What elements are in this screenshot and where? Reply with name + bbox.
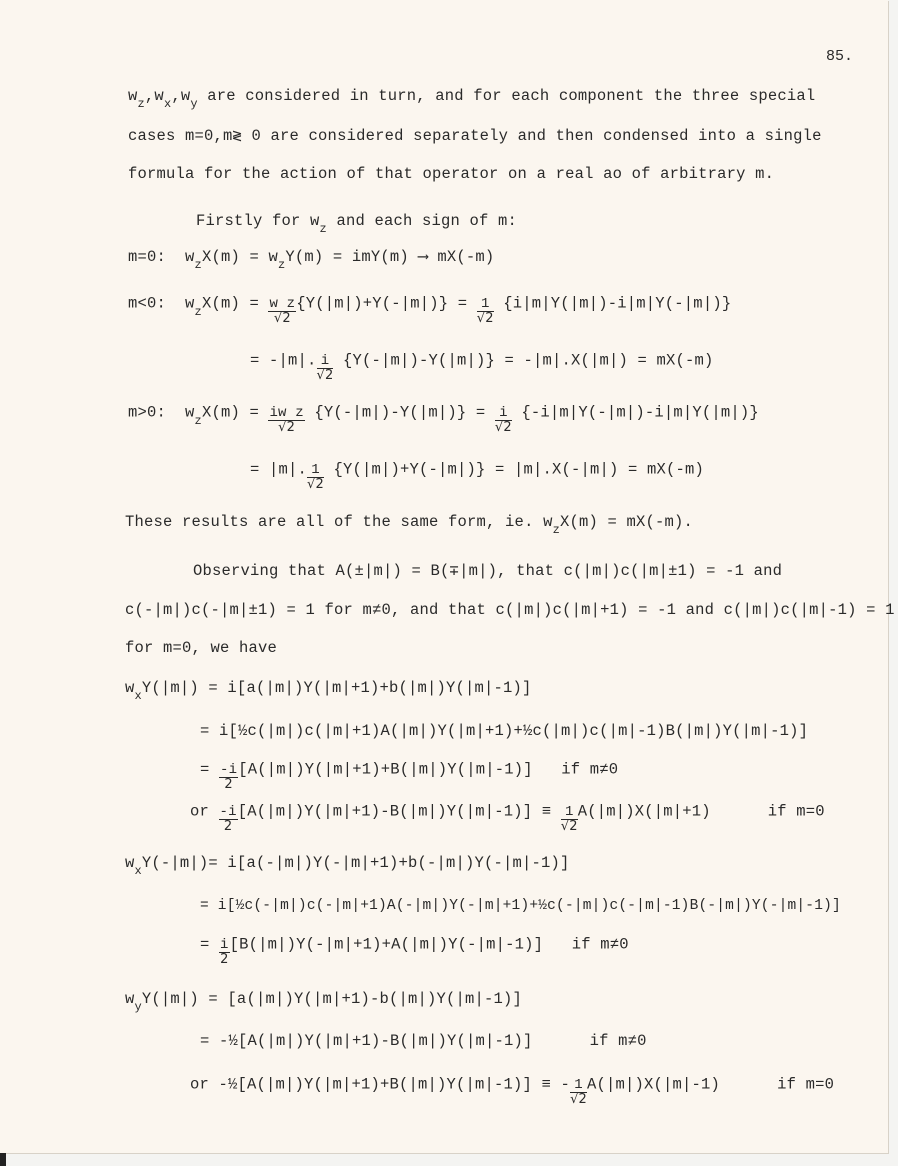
fraction <box>570 1078 587 1107</box>
sub-z: z <box>137 97 145 111</box>
eq-text: X(m) = w <box>201 248 278 266</box>
condition: if m≠0 <box>571 935 629 954</box>
sub-y: y <box>134 1000 142 1014</box>
denominator: √2 <box>307 477 324 492</box>
denominator: √2 <box>476 311 494 326</box>
sub-y: y <box>190 97 198 111</box>
var-w: ,w <box>144 87 164 105</box>
intro-line-2: cases m=0,m≷ 0 are considered separately and then condensed into a single <box>128 127 822 145</box>
eq-text: Y(|m|) = [a(|m|)Y(|m|+1)-b(|m|)Y(|m|-1)] <box>141 990 522 1008</box>
numerator: iw z <box>269 405 304 421</box>
condition: if m≠0 <box>589 1032 647 1050</box>
summary-text: These results are all of the same form, ie. w <box>125 513 553 531</box>
wz-heading <box>196 211 517 236</box>
eq-text: Y(-|m|)= i[a(-|m|)Y(-|m|+1)+b(-|m|)Y(-|m|-1)] <box>141 854 570 872</box>
wx-neg-line-2: = i[½c(-|m|)c(-|m|+1)A(-|m|)Y(-|m|+1)+½c(-|m|)c(-|m|-1)B(-|m|)Y(-|m|-1)] <box>200 898 841 914</box>
eq-text: {Y(|m|)+Y(-|m|)} = |m|.X(-|m|) = mX(-m) <box>333 460 705 479</box>
sub-z: z <box>552 523 560 537</box>
fraction <box>477 297 494 326</box>
eq-text: or -½[A(|m|)Y(|m|+1)+B(|m|)Y(|m|-1)] ≡ - <box>190 1075 571 1094</box>
case-label: m>0: <box>128 403 167 422</box>
numerator: 1 <box>561 805 578 820</box>
condition: if m=0 <box>777 1075 835 1094</box>
sub-z: z <box>194 304 202 319</box>
intro-line-1 <box>128 86 816 111</box>
observing-line-2: c(-|m|)c(-|m|±1) = 1 for m≠0, and that c(|m|)c(|m|+1) = -1 and c(|m|)c(|m|-1) = 1 <box>125 601 895 619</box>
var-w: ,w <box>171 87 191 105</box>
eq-text: A(|m|)X(|m|+1) <box>577 802 711 821</box>
fraction <box>268 297 296 326</box>
denominator: √2 <box>273 311 291 326</box>
var-w: w <box>125 990 135 1008</box>
eq-text: [A(|m|)Y(|m|+1)-B(|m|)Y(|m|-1)] ≡ <box>237 802 561 821</box>
page-number: 85. <box>826 48 854 65</box>
fraction <box>219 938 230 967</box>
eq-text: {-i|m|Y(-|m|)-i|m|Y(|m|)} <box>521 403 759 422</box>
fraction <box>268 406 304 435</box>
wx-pos-line-3 <box>200 755 619 792</box>
wx-neg-line-1 <box>125 853 570 878</box>
eq-text: {i|m|Y(|m|)-i|m|Y(-|m|)} <box>503 294 732 313</box>
eq-mpos-1: m>0: $w_zX(m)$ = $\frac{\text{iw z}}{√2}$ {Y(-|m|)-Y(|m|)} = $\frac{i}{√2}$ {-i|m|Y(-|m|)-i|m|Y(|m|)} <box>128 403 759 435</box>
denominator: √2 <box>494 420 512 435</box>
eq-text: = -½[A(|m|)Y(|m|+1)-B(|m|)Y(|m|-1)] <box>200 1032 533 1050</box>
var-w: w <box>125 679 135 697</box>
eq-mneg-1: m<0: $w_zX(m)$ = $\frac{\text{w z}}{√2}$ {Y(|m|)+Y(-|m|)} = $\frac{1}{√2}$ {i|m|Y(|m|)-i|m|Y(-|m|)} <box>128 294 732 326</box>
summary-text: X(m) = mX(-m). <box>559 513 694 531</box>
denominator: √2 <box>570 1092 588 1107</box>
eq-text: = -|m|. <box>250 351 317 370</box>
eq-text: X(m) = <box>201 403 269 422</box>
denominator: 2 <box>224 777 233 792</box>
denominator: 2 <box>223 819 233 834</box>
denominator: √2 <box>316 368 334 383</box>
sub-z: z <box>194 413 202 428</box>
eq-text: [B(|m|)Y(-|m|+1)+A(|m|)Y(-|m|-1)] <box>229 935 544 954</box>
scan-edge <box>0 1153 6 1166</box>
eq-text: X(m) = <box>201 294 269 313</box>
fraction <box>495 406 512 435</box>
fraction <box>561 805 578 834</box>
eq-text: Y(|m|) = i[a(|m|)Y(|m|+1)+b(|m|)Y(|m|-1)] <box>141 679 532 697</box>
var-w: w <box>128 87 138 105</box>
intro-line-3: formula for the action of that operator on a real ao of arbitrary m. <box>128 165 775 183</box>
eq-text: A(|m|)X(|m|-1) <box>587 1075 721 1094</box>
sub-z: z <box>319 222 327 236</box>
eq-m0: m=0: $w_zX(m) = w_zY(m) = imY(m)$ ⟶ mX(-m) <box>128 248 495 272</box>
condition: if m≠0 <box>561 760 619 779</box>
fraction <box>307 463 324 492</box>
eq-text: = |m|. <box>250 460 308 479</box>
eq-text: {Y(-|m|)-Y(|m|)} = -|m|.X(|m|) = mX(-m) <box>343 351 714 370</box>
numerator: i <box>317 354 334 369</box>
numerator: -i <box>219 804 237 820</box>
sub-z: z <box>277 258 286 272</box>
fraction <box>219 805 238 834</box>
wy-pos-line-3 <box>190 1070 835 1107</box>
wx-neg-line-3 <box>200 930 629 967</box>
wy-pos-line-2 <box>200 1031 647 1051</box>
case-label: m=0: <box>128 248 167 266</box>
denominator: √2 <box>278 420 296 435</box>
eq-mneg-2 <box>250 346 714 383</box>
eq-mpos-2 <box>250 455 705 492</box>
numerator: -i <box>220 762 238 778</box>
denominator: √2 <box>560 819 578 834</box>
eq-text: or <box>190 802 219 821</box>
fraction <box>317 354 334 383</box>
case-label: m<0: <box>128 294 167 313</box>
eq-text: [A(|m|)Y(|m|+1)+B(|m|)Y(|m|-1)] <box>238 760 533 779</box>
eq-text: = <box>200 760 220 779</box>
condition: if m=0 <box>767 802 825 821</box>
observing-line-1: Observing that A(±|m|) = B(∓|m|), that c(|m|)c(|m|±1) = -1 and <box>193 562 783 580</box>
eq-text: = <box>200 935 220 954</box>
summary-line <box>125 512 694 537</box>
heading-text: and each sign of m: <box>326 212 517 230</box>
wx-pos-line-2: = i[½c(|m|)c(|m|+1)A(|m|)Y(|m|+1)+½c(|m|)c(|m|-1)B(|m|)Y(|m|-1)] <box>200 722 809 740</box>
wx-pos-line-4 <box>190 797 825 834</box>
observing-line-3: for m=0, we have <box>125 639 278 657</box>
var-w: w <box>125 854 135 872</box>
numerator: 1 <box>570 1078 587 1093</box>
sub-x: x <box>134 689 142 703</box>
numerator: i <box>495 406 512 421</box>
eq-text: {Y(|m|)+Y(-|m|)} = <box>296 294 477 313</box>
sub-z: z <box>194 258 202 272</box>
eq-text: {Y(-|m|)-Y(|m|)} = <box>314 403 495 422</box>
wx-pos-line-1 <box>125 678 532 703</box>
wy-pos-line-1 <box>125 989 522 1014</box>
sub-x: x <box>134 864 142 878</box>
fraction <box>219 763 238 792</box>
intro-text: are considered in turn, and for each component the three special <box>197 87 816 105</box>
numerator: w z <box>269 296 296 312</box>
eq-text: Y(m) = imY(m) ⟶ mX(-m) <box>285 248 495 266</box>
numerator: 1 <box>307 463 324 478</box>
denominator: 2 <box>220 952 229 967</box>
heading-text: Firstly for w <box>196 212 320 230</box>
sub-x: x <box>163 97 172 111</box>
numerator: i <box>220 937 229 953</box>
numerator: 1 <box>477 297 494 312</box>
